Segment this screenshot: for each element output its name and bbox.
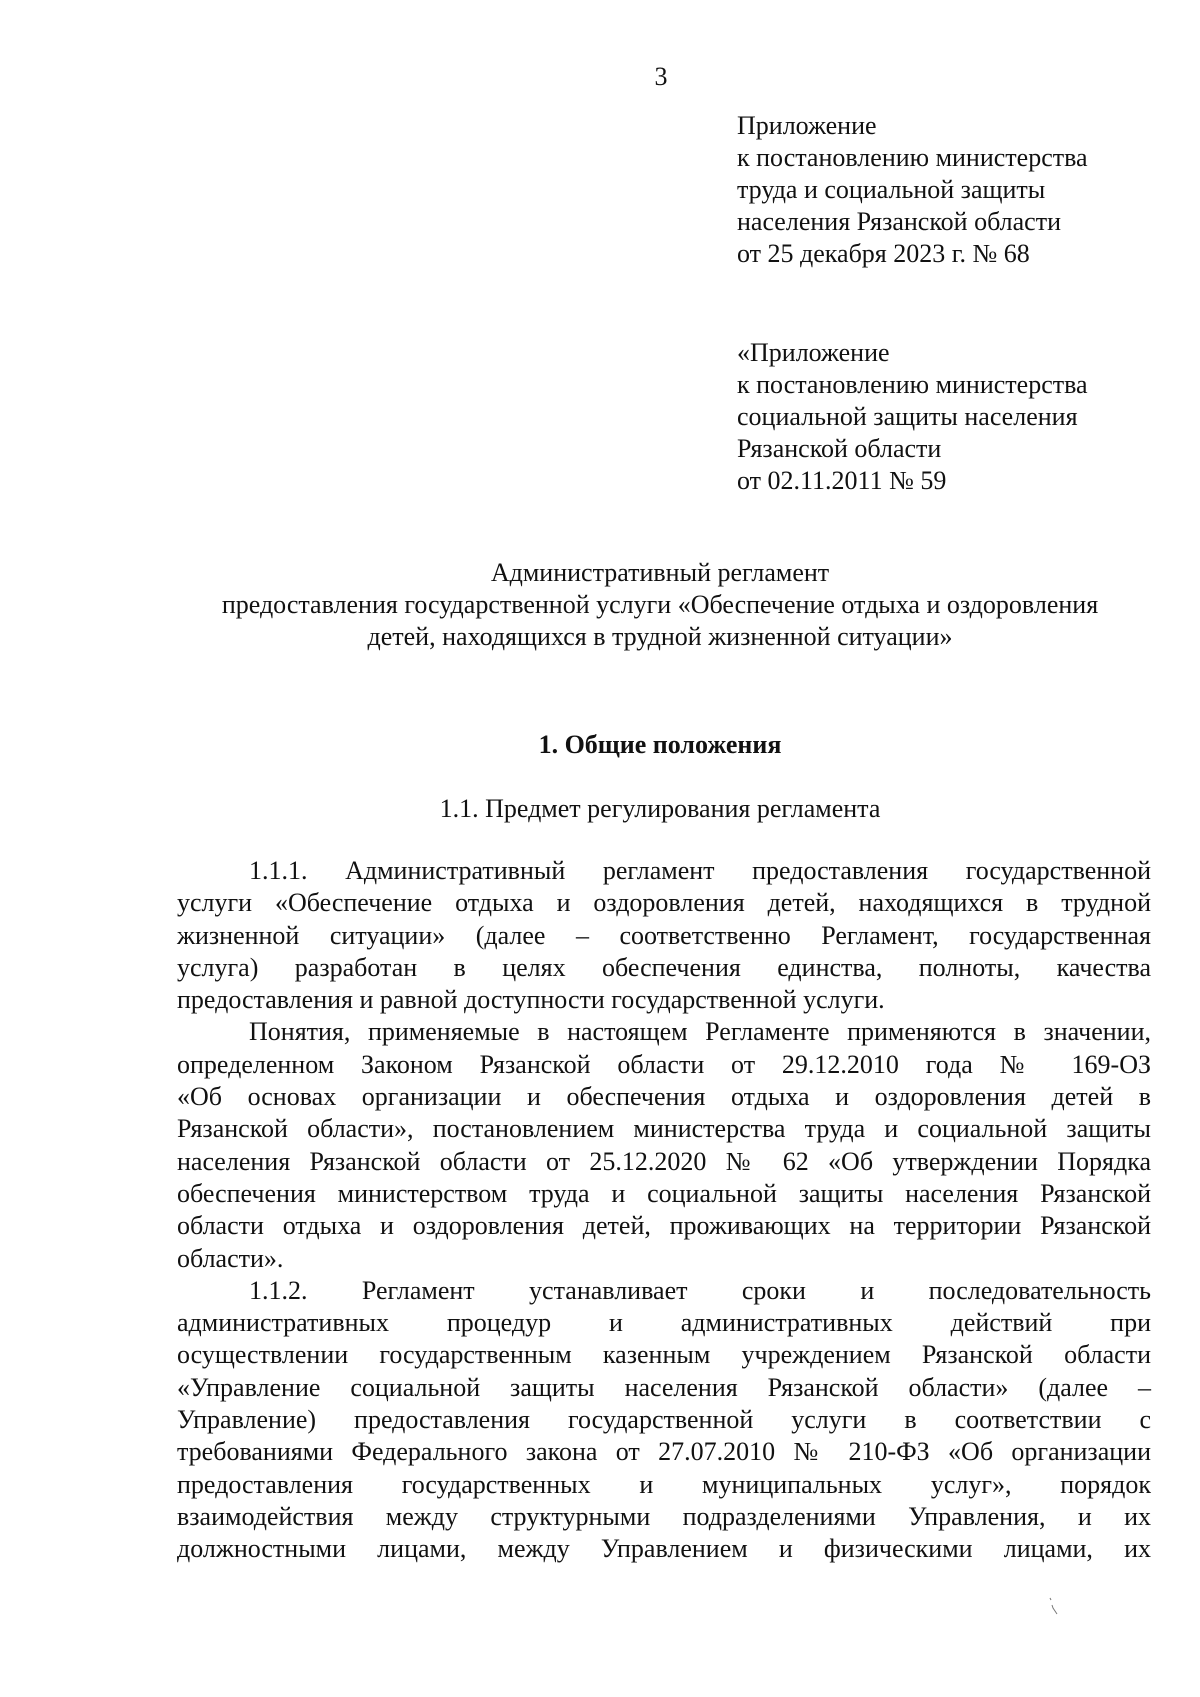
- body-line: должностными лицами, между Управлением и физическими лицами, их: [177, 1534, 1151, 1564]
- body-line: области».: [177, 1243, 284, 1273]
- annex-current-line: населения Рязанской области: [737, 207, 1061, 236]
- annex-previous-line: социальной защиты населения: [737, 402, 1078, 431]
- body-line: осуществлении государственным казенным учреждением Рязанской области: [177, 1340, 1151, 1370]
- annex-previous-line: от 02.11.2011 № 59: [737, 466, 947, 495]
- annex-previous-line: к постановлению министерства: [737, 370, 1088, 399]
- body-line: 1.1.2. Регламент устанавливает сроки и последовательность: [249, 1275, 1151, 1305]
- body-text: [177, 855, 1151, 1566]
- annex-current-line: к постановлению министерства: [737, 143, 1088, 172]
- body-line: области отдыха и оздоровления детей, проживающих на территории Рязанской: [177, 1211, 1151, 1241]
- annex-previous-line: Рязанской области: [737, 434, 942, 463]
- body-line: определенном Законом Рязанской области от 29.12.2010 года № 169-ОЗ: [177, 1049, 1151, 1079]
- body-line: требованиями Федерального закона от 27.07.2010 № 210-ФЗ «Об организации: [177, 1437, 1151, 1467]
- annex-current-line: от 25 декабря 2023 г. № 68: [737, 239, 1030, 268]
- annex-current-block: [737, 110, 1167, 270]
- annex-current-line: труда и социальной защиты: [737, 175, 1046, 204]
- body-line: административных процедур и административных действий при: [177, 1308, 1151, 1338]
- document-title-line: Административный регламент: [490, 558, 830, 587]
- body-line: взаимодействия между структурными подразделениями Управления, и их: [177, 1501, 1151, 1531]
- body-line: Понятия, применяемые в настоящем Регламенте применяются в значении,: [249, 1017, 1151, 1047]
- document-title-line: предоставления государственной услуги «Обеспечение отдыха и оздоровления: [221, 590, 1099, 619]
- body-line: обеспечения министерством труда и социальной защиты населения Рязанской: [177, 1178, 1151, 1208]
- page-number: 3: [654, 62, 668, 91]
- body-line: жизненной ситуации» (далее – соответственно Регламент, государственная: [177, 920, 1151, 950]
- section-heading: 1. Общие положения: [538, 730, 782, 759]
- body-line: «Об основах организации и обеспечения отдыха и оздоровления детей в: [177, 1082, 1151, 1112]
- annex-previous-block: [737, 337, 1167, 497]
- body-line: предоставления и равной доступности государственной услуги.: [177, 985, 885, 1015]
- body-line: 1.1.1. Административный регламент предоставления государственной: [249, 856, 1151, 885]
- body-line: услуги «Обеспечение отдыха и оздоровления детей, находящихся в трудной: [177, 888, 1151, 918]
- annex-current-line: Приложение: [737, 111, 877, 140]
- document-title-line: детей, находящихся в трудной жизненной ситуации»: [367, 622, 953, 651]
- annex-previous-line: «Приложение: [737, 338, 890, 367]
- body-line: услуга) разработан в целях обеспечения единства, полноты, качества: [177, 952, 1151, 982]
- body-line: Рязанской области», постановлением министерства труда и социальной защиты: [177, 1114, 1151, 1144]
- body-line: Управление) предоставления государственной услуги в соответствии с: [177, 1405, 1151, 1435]
- body-line: предоставления государственных и муниципальных услуг», порядок: [177, 1469, 1151, 1499]
- body-line: населения Рязанской области от 25.12.2020 № 62 «Об утверждении Порядка: [177, 1146, 1151, 1176]
- body-line: «Управление социальной защиты населения Рязанской области» (далее –: [177, 1372, 1151, 1402]
- document-title: [150, 557, 1170, 653]
- scan-artifact-mark: [1048, 1597, 1058, 1617]
- subsection-heading: 1.1. Предмет регулирования регламента: [439, 794, 881, 823]
